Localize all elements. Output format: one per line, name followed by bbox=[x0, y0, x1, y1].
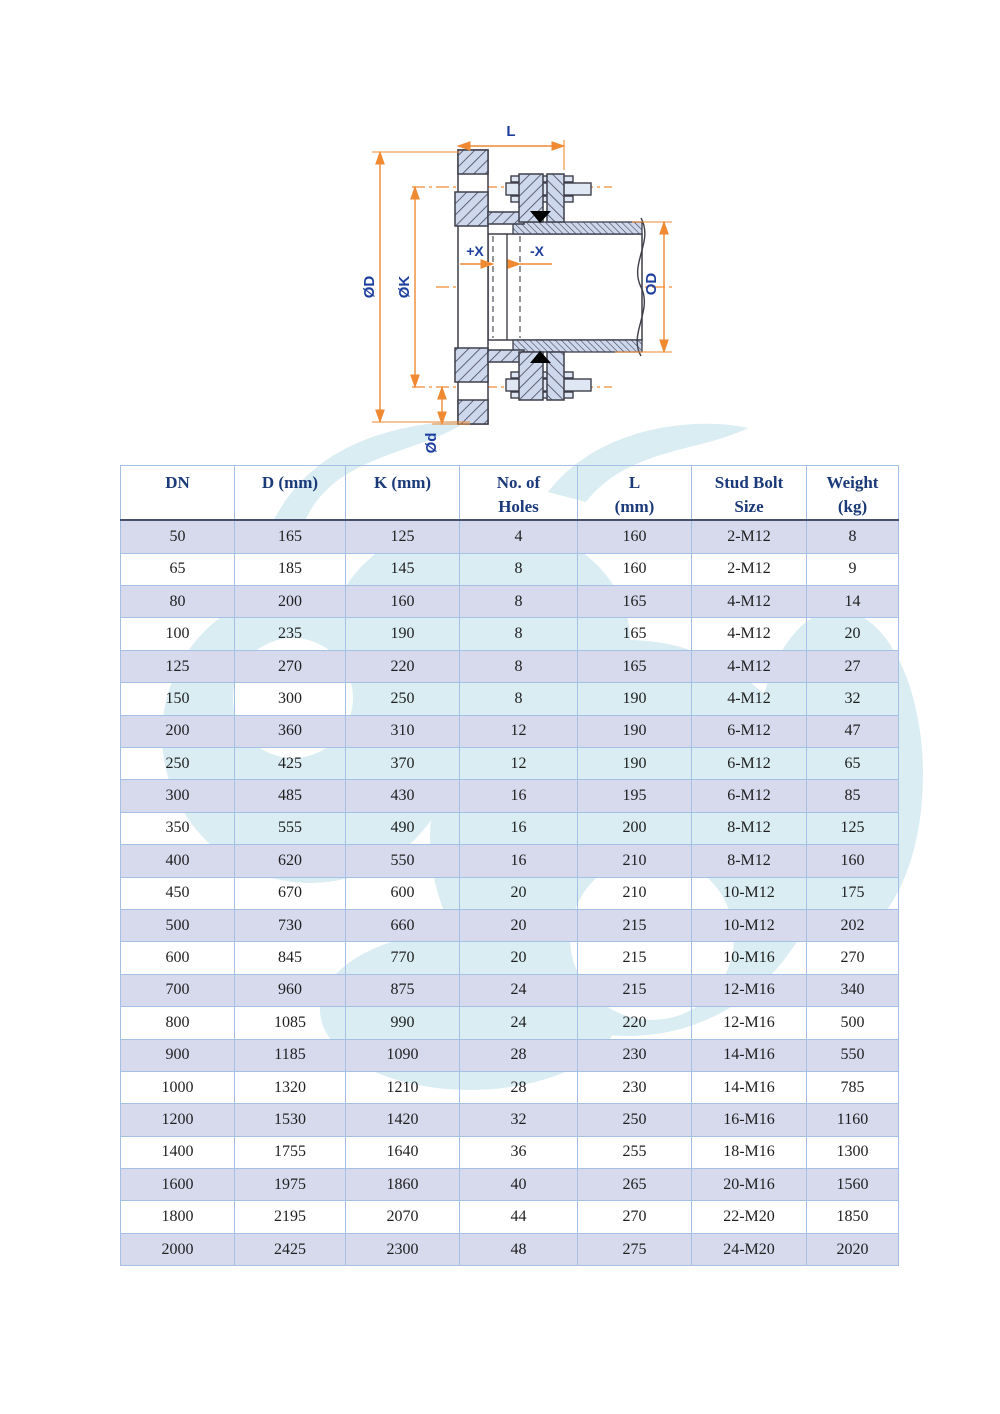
table-cell: 265 bbox=[578, 1169, 692, 1201]
svg-text:+X: +X bbox=[466, 243, 484, 259]
table-row bbox=[121, 747, 899, 779]
table-cell: 1420 bbox=[346, 1104, 460, 1136]
table-row bbox=[121, 1201, 899, 1233]
table-cell: 230 bbox=[578, 1071, 692, 1103]
table-cell: 85 bbox=[807, 780, 899, 812]
table-cell: 300 bbox=[121, 780, 235, 812]
table-cell: 20-M16 bbox=[692, 1169, 807, 1201]
table-cell: 1560 bbox=[807, 1169, 899, 1201]
table-cell: 785 bbox=[807, 1071, 899, 1103]
table-row bbox=[121, 909, 899, 941]
table-cell: 1600 bbox=[121, 1169, 235, 1201]
table-cell: 16-M16 bbox=[692, 1104, 807, 1136]
table-cell: 12-M16 bbox=[692, 974, 807, 1006]
column-header: No. of Holes bbox=[460, 466, 578, 521]
table-cell: 10-M12 bbox=[692, 909, 807, 941]
table-cell: 900 bbox=[121, 1039, 235, 1071]
table-cell: 8 bbox=[460, 586, 578, 618]
table-cell: 1530 bbox=[235, 1104, 346, 1136]
table-cell: 16 bbox=[460, 845, 578, 877]
table-cell: 27 bbox=[807, 650, 899, 682]
table-cell: 270 bbox=[807, 942, 899, 974]
table-cell: 2-M12 bbox=[692, 520, 807, 553]
table-row bbox=[121, 1104, 899, 1136]
table-cell: 14-M16 bbox=[692, 1039, 807, 1071]
table-cell: 160 bbox=[807, 845, 899, 877]
table-cell: 215 bbox=[578, 942, 692, 974]
table-row bbox=[121, 650, 899, 682]
table-cell: 270 bbox=[578, 1201, 692, 1233]
table-cell: 845 bbox=[235, 942, 346, 974]
table-cell: 36 bbox=[460, 1136, 578, 1168]
table-row bbox=[121, 1233, 899, 1265]
table-cell: 10-M12 bbox=[692, 877, 807, 909]
stud-bolt-bottom bbox=[506, 351, 591, 400]
table-cell: 255 bbox=[578, 1136, 692, 1168]
table-cell: 50 bbox=[121, 520, 235, 553]
table-cell: 1320 bbox=[235, 1071, 346, 1103]
table-cell: 220 bbox=[346, 650, 460, 682]
table-cell: 1640 bbox=[346, 1136, 460, 1168]
table-cell: 400 bbox=[121, 845, 235, 877]
table-cell: 960 bbox=[235, 974, 346, 1006]
table-cell: 360 bbox=[235, 715, 346, 747]
table-cell: 125 bbox=[807, 812, 899, 844]
table-cell: 175 bbox=[807, 877, 899, 909]
table-cell: 160 bbox=[578, 553, 692, 585]
table-cell: 48 bbox=[460, 1233, 578, 1265]
table-cell: 600 bbox=[346, 877, 460, 909]
table-cell: 2195 bbox=[235, 1201, 346, 1233]
table-cell: 4-M12 bbox=[692, 586, 807, 618]
table-cell: 1300 bbox=[807, 1136, 899, 1168]
table-cell: 4-M12 bbox=[692, 683, 807, 715]
table-row bbox=[121, 1071, 899, 1103]
table-cell: 6-M12 bbox=[692, 780, 807, 812]
pipe bbox=[488, 218, 645, 356]
stud-bolt-top bbox=[506, 174, 591, 223]
table-cell: 190 bbox=[578, 747, 692, 779]
table-cell: 4 bbox=[460, 520, 578, 553]
table-cell: 1800 bbox=[121, 1201, 235, 1233]
table-cell: 275 bbox=[578, 1233, 692, 1265]
svg-text:OD: OD bbox=[643, 272, 660, 296]
table-cell: 2425 bbox=[235, 1233, 346, 1265]
table-cell: 235 bbox=[235, 618, 346, 650]
table-cell: 210 bbox=[578, 877, 692, 909]
table-cell: 340 bbox=[807, 974, 899, 1006]
table-cell: 200 bbox=[121, 715, 235, 747]
table-cell: 8 bbox=[460, 553, 578, 585]
table-body bbox=[121, 520, 899, 1265]
table-cell: 65 bbox=[807, 747, 899, 779]
table-row bbox=[121, 877, 899, 909]
table-cell: 12 bbox=[460, 747, 578, 779]
column-header: Stud Bolt Size bbox=[692, 466, 807, 521]
table-cell: 202 bbox=[807, 909, 899, 941]
table-cell: 16 bbox=[460, 780, 578, 812]
table-cell: 990 bbox=[346, 1007, 460, 1039]
column-header: D (mm) bbox=[235, 466, 346, 521]
table-cell: 230 bbox=[578, 1039, 692, 1071]
table-row bbox=[121, 1136, 899, 1168]
svg-text:Ød: Ød bbox=[423, 432, 440, 454]
table-cell: 2020 bbox=[807, 1233, 899, 1265]
table-cell: 100 bbox=[121, 618, 235, 650]
table-row bbox=[121, 812, 899, 844]
table-row bbox=[121, 1007, 899, 1039]
column-header: L (mm) bbox=[578, 466, 692, 521]
table-cell: 8 bbox=[807, 520, 899, 553]
table-cell: 12 bbox=[460, 715, 578, 747]
table-cell: 300 bbox=[235, 683, 346, 715]
table-cell: 600 bbox=[121, 942, 235, 974]
table-cell: 550 bbox=[807, 1039, 899, 1071]
table-cell: 185 bbox=[235, 553, 346, 585]
table-cell: 500 bbox=[121, 909, 235, 941]
table-row bbox=[121, 942, 899, 974]
table-cell: 125 bbox=[121, 650, 235, 682]
table-cell: 10-M16 bbox=[692, 942, 807, 974]
table-cell: 1975 bbox=[235, 1169, 346, 1201]
table-cell: 1210 bbox=[346, 1071, 460, 1103]
table-cell: 730 bbox=[235, 909, 346, 941]
table-cell: 215 bbox=[578, 974, 692, 1006]
table-cell: 40 bbox=[460, 1169, 578, 1201]
table-cell: 210 bbox=[578, 845, 692, 877]
table-cell: 165 bbox=[235, 520, 346, 553]
gland-lug-right-bottom bbox=[547, 352, 564, 400]
table-cell: 700 bbox=[121, 974, 235, 1006]
table-row bbox=[121, 683, 899, 715]
table-cell: 28 bbox=[460, 1071, 578, 1103]
table-cell: 450 bbox=[121, 877, 235, 909]
table-cell: 80 bbox=[121, 586, 235, 618]
table-cell: 215 bbox=[578, 909, 692, 941]
table-cell: 250 bbox=[578, 1104, 692, 1136]
table-cell: 32 bbox=[807, 683, 899, 715]
table-row bbox=[121, 715, 899, 747]
table-row bbox=[121, 1169, 899, 1201]
svg-text:ØD: ØD bbox=[361, 275, 378, 299]
table-cell: 14 bbox=[807, 586, 899, 618]
table-cell: 220 bbox=[578, 1007, 692, 1039]
table-cell: 190 bbox=[578, 715, 692, 747]
table-cell: 370 bbox=[346, 747, 460, 779]
table-cell: 550 bbox=[346, 845, 460, 877]
dimension-K bbox=[396, 187, 415, 387]
table-header-row bbox=[121, 466, 899, 521]
table-cell: 8 bbox=[460, 683, 578, 715]
flange-dimension-table bbox=[120, 465, 899, 1266]
table-cell: 160 bbox=[578, 520, 692, 553]
table-cell: 32 bbox=[460, 1104, 578, 1136]
table-cell: 47 bbox=[807, 715, 899, 747]
table-cell: 24 bbox=[460, 1007, 578, 1039]
column-header: Weight (kg) bbox=[807, 466, 899, 521]
table-cell: 1085 bbox=[235, 1007, 346, 1039]
table-cell: 22-M20 bbox=[692, 1201, 807, 1233]
table-cell: 8-M12 bbox=[692, 812, 807, 844]
table-cell: 20 bbox=[460, 942, 578, 974]
table-cell: 44 bbox=[460, 1201, 578, 1233]
table-cell: 2070 bbox=[346, 1201, 460, 1233]
table-cell: 28 bbox=[460, 1039, 578, 1071]
table-cell: 24-M20 bbox=[692, 1233, 807, 1265]
table-cell: 165 bbox=[578, 618, 692, 650]
table-cell: 20 bbox=[807, 618, 899, 650]
table-cell: 16 bbox=[460, 812, 578, 844]
column-header: DN bbox=[121, 466, 235, 521]
table-cell: 660 bbox=[346, 909, 460, 941]
table-cell: 145 bbox=[346, 553, 460, 585]
table-cell: 2000 bbox=[121, 1233, 235, 1265]
table-cell: 190 bbox=[578, 683, 692, 715]
table-cell: 250 bbox=[121, 747, 235, 779]
table-cell: 190 bbox=[346, 618, 460, 650]
table-cell: 555 bbox=[235, 812, 346, 844]
table-cell: 1755 bbox=[235, 1136, 346, 1168]
table-cell: 1160 bbox=[807, 1104, 899, 1136]
table-cell: 1185 bbox=[235, 1039, 346, 1071]
table-cell: 24 bbox=[460, 974, 578, 1006]
table-cell: 1000 bbox=[121, 1071, 235, 1103]
table-cell: 8 bbox=[460, 618, 578, 650]
table-cell: 6-M12 bbox=[692, 747, 807, 779]
table-row bbox=[121, 974, 899, 1006]
table-cell: 9 bbox=[807, 553, 899, 585]
column-header: K (mm) bbox=[346, 466, 460, 521]
table-cell: 425 bbox=[235, 747, 346, 779]
table-cell: 270 bbox=[235, 650, 346, 682]
table-row bbox=[121, 553, 899, 585]
table-cell: 14-M16 bbox=[692, 1071, 807, 1103]
table-cell: 165 bbox=[578, 650, 692, 682]
table-cell: 2-M12 bbox=[692, 553, 807, 585]
table-cell: 6-M12 bbox=[692, 715, 807, 747]
table-cell: 18-M16 bbox=[692, 1136, 807, 1168]
table-cell: 1200 bbox=[121, 1104, 235, 1136]
flange-adaptor-drawing bbox=[320, 112, 700, 464]
table-cell: 8-M12 bbox=[692, 845, 807, 877]
table-cell: 875 bbox=[346, 974, 460, 1006]
table-cell: 770 bbox=[346, 942, 460, 974]
svg-text:ØK: ØK bbox=[396, 275, 413, 299]
table-cell: 160 bbox=[346, 586, 460, 618]
table-cell: 490 bbox=[346, 812, 460, 844]
table-row bbox=[121, 1039, 899, 1071]
table-cell: 1090 bbox=[346, 1039, 460, 1071]
gland-lug-right-top bbox=[547, 174, 564, 222]
table-cell: 8 bbox=[460, 650, 578, 682]
table-cell: 485 bbox=[235, 780, 346, 812]
svg-text:-X: -X bbox=[530, 243, 544, 259]
table-cell: 1850 bbox=[807, 1201, 899, 1233]
table-cell: 2300 bbox=[346, 1233, 460, 1265]
svg-text:L: L bbox=[506, 123, 516, 140]
table-cell: 800 bbox=[121, 1007, 235, 1039]
table-cell: 670 bbox=[235, 877, 346, 909]
table-cell: 125 bbox=[346, 520, 460, 553]
table-row bbox=[121, 845, 899, 877]
table-cell: 200 bbox=[235, 586, 346, 618]
table-cell: 65 bbox=[121, 553, 235, 585]
table-cell: 150 bbox=[121, 683, 235, 715]
table-cell: 250 bbox=[346, 683, 460, 715]
table-row bbox=[121, 618, 899, 650]
table-cell: 430 bbox=[346, 780, 460, 812]
table-cell: 12-M16 bbox=[692, 1007, 807, 1039]
table-cell: 4-M12 bbox=[692, 618, 807, 650]
table-row bbox=[121, 520, 899, 553]
table-cell: 20 bbox=[460, 877, 578, 909]
table-cell: 200 bbox=[578, 812, 692, 844]
table-cell: 620 bbox=[235, 845, 346, 877]
table-row bbox=[121, 586, 899, 618]
table-cell: 20 bbox=[460, 909, 578, 941]
table-cell: 165 bbox=[578, 586, 692, 618]
table-cell: 500 bbox=[807, 1007, 899, 1039]
table-cell: 195 bbox=[578, 780, 692, 812]
table-cell: 1400 bbox=[121, 1136, 235, 1168]
table-cell: 350 bbox=[121, 812, 235, 844]
table-cell: 4-M12 bbox=[692, 650, 807, 682]
table-cell: 1860 bbox=[346, 1169, 460, 1201]
table-cell: 310 bbox=[346, 715, 460, 747]
table-row bbox=[121, 780, 899, 812]
